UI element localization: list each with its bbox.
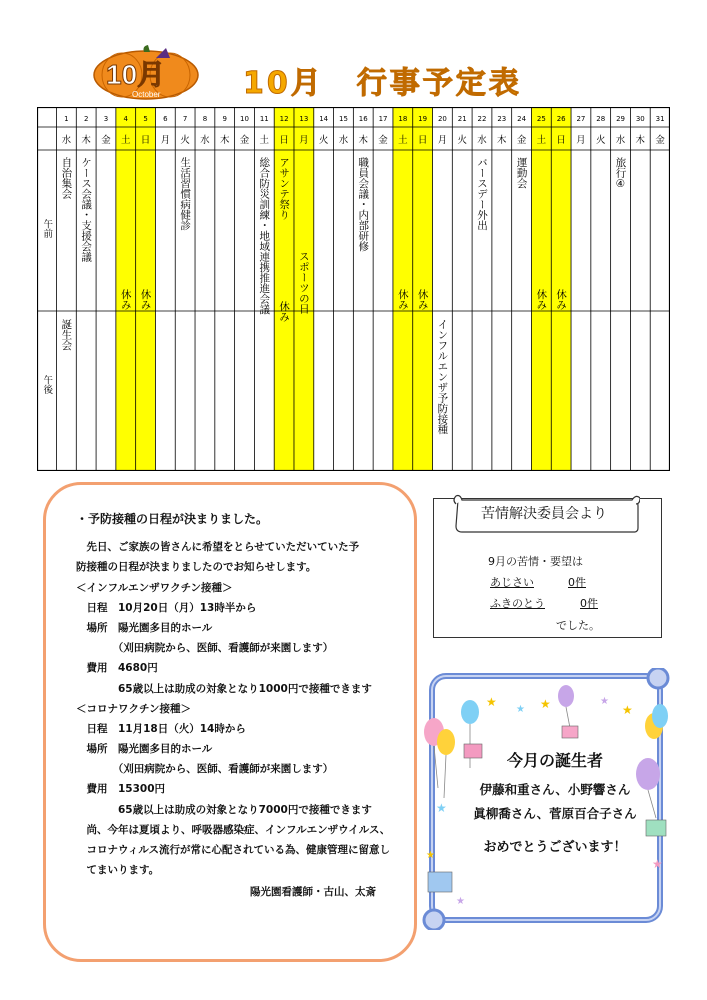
weekday: 土: [121, 135, 131, 146]
holiday-label: 休み: [139, 289, 152, 310]
day-number: 5: [143, 115, 148, 123]
notice-line: 65歳以上は助成の対象となり7000円で接種できます: [76, 803, 372, 816]
svg-text:★: ★: [436, 801, 447, 815]
svg-text:★: ★: [456, 896, 465, 907]
weekday: 木: [635, 135, 646, 146]
day-number: 10: [240, 115, 249, 123]
day-number: 16: [358, 115, 368, 123]
day-number: 22: [477, 115, 487, 123]
am-event: 自治集会: [60, 157, 73, 199]
notice-signature: 陽光園看護師・古山、太斎: [250, 886, 376, 899]
weekday: 水: [477, 135, 487, 146]
svg-text:★: ★: [622, 703, 633, 717]
day-number: 20: [437, 115, 447, 123]
svg-text:★: ★: [540, 697, 551, 711]
notice-line: 費用 4680円: [76, 662, 158, 675]
pm-label: 午後: [41, 375, 53, 394]
notice-heading: ・予防接種の日程が決まりました。: [76, 512, 269, 526]
birthday-frame: [420, 668, 672, 930]
am-event: バースデー外出: [475, 157, 488, 231]
weekday: 日: [417, 135, 428, 146]
weekday: 木: [497, 135, 507, 146]
birthday-title: 今月の誕生者: [506, 751, 603, 770]
notice-line: （刈田病院から、医師、看護師が来園します）: [76, 642, 334, 655]
complaint-closing: でした。: [556, 619, 600, 632]
weekday: 土: [259, 135, 270, 146]
svg-text:★: ★: [652, 857, 663, 871]
am-event: 生活習慣病健診: [179, 157, 192, 231]
weekday: 日: [556, 135, 566, 146]
holiday-label: 休み: [396, 289, 409, 310]
weekday: 土: [536, 135, 547, 146]
page-title: 10月 行事予定表: [243, 66, 522, 101]
am-label: 午前: [41, 219, 53, 238]
day-number: 9: [222, 115, 227, 123]
day-number: 3: [103, 115, 109, 123]
svg-text:★: ★: [516, 704, 525, 715]
day-number: 23: [497, 115, 507, 123]
month-pumpkin-badge: [92, 44, 200, 102]
am-event: 運動会: [515, 157, 528, 189]
day-number: 6: [163, 115, 168, 123]
am-event: 職員会議・内部研修: [357, 157, 370, 252]
weekday: 日: [140, 135, 151, 146]
notice-line: てまいります。: [76, 864, 160, 877]
holiday-label: 休み: [535, 289, 548, 310]
am-event: 総合防災訓練・地域連携推進会議: [258, 157, 271, 315]
svg-text:★: ★: [486, 695, 497, 709]
day-number: 13: [299, 115, 309, 123]
weekday: 木: [219, 135, 230, 146]
day-number: 1: [64, 115, 69, 123]
notice-line: コロナウィルス流行が常に心配されている為、健康管理に留意し: [76, 844, 391, 856]
day-number: 21: [457, 115, 467, 123]
day-number: 19: [418, 115, 428, 123]
notice-line: ＜コロナワクチン接種＞: [76, 702, 191, 715]
pm-event: スポーツの日: [297, 251, 310, 314]
weekday: 金: [239, 135, 250, 146]
pm-event: 誕生会: [60, 319, 73, 351]
complaint-intro: 9月の苦情・要望は: [488, 555, 583, 568]
vaccination-notice-panel: [43, 482, 417, 962]
weekday: 月: [576, 135, 586, 146]
notice-line: 場所 陽光園多目的ホール: [76, 743, 213, 756]
day-number: 4: [123, 115, 129, 123]
pm-event: インフルエンザ予防接種: [436, 319, 449, 435]
weekday: 金: [101, 135, 111, 146]
holiday-label: 休み: [555, 289, 568, 310]
notice-line: 日程 10月20日（月）13時半から: [76, 601, 257, 614]
weekday: 火: [180, 135, 190, 146]
day-number: 15: [338, 115, 348, 123]
weekday: 月: [160, 135, 171, 146]
day-number: 7: [182, 115, 188, 123]
am-event: アサンテ祭り: [278, 157, 291, 220]
notice-line: 先日、ご家族の皆さんに希望をとらせていただいていた予: [76, 541, 360, 554]
day-number: 26: [556, 115, 566, 123]
weekday: 金: [378, 135, 388, 146]
holiday-label: 休み: [278, 301, 291, 322]
weekday: 金: [516, 135, 527, 146]
weekday: 日: [279, 135, 289, 146]
weekday: 火: [457, 135, 467, 146]
weekday: 水: [615, 135, 626, 146]
birthday-message: おめでとうございます！: [483, 840, 627, 855]
complaint-row-name: あじさい: [490, 576, 534, 589]
weekday: 火: [318, 135, 329, 146]
day-number: 8: [202, 115, 208, 123]
weekday: 月: [437, 135, 448, 146]
birthday-names-line2: 眞柳喬さん、菅原百合子さん: [473, 806, 637, 821]
day-number: 12: [279, 115, 289, 123]
day-number: 18: [398, 115, 408, 123]
day-number: 17: [378, 115, 388, 123]
am-event: 旅行④: [614, 157, 627, 190]
holiday-label: 休み: [416, 289, 429, 310]
weekday: 水: [338, 135, 349, 146]
complaint-title: 苦情解決委員会より: [481, 506, 607, 522]
day-number: 24: [517, 115, 527, 123]
month-badge-sub: October: [132, 90, 161, 99]
notice-line: （刈田病院から、医師、看護師が来園します）: [76, 763, 334, 776]
notice-line: 防接種の日程が決まりましたのでお知らせします。: [76, 561, 317, 574]
notice-body: [76, 537, 416, 880]
month-badge-label: 10月: [106, 59, 166, 90]
day-number: 2: [83, 115, 89, 123]
day-number: 27: [576, 115, 586, 123]
weekday: 水: [200, 135, 210, 146]
monthly-schedule-table: [37, 107, 670, 471]
svg-text:★: ★: [426, 850, 435, 861]
weekday: 木: [81, 135, 91, 146]
svg-text:★: ★: [600, 696, 609, 707]
notice-line: 65歳以上は助成の対象となり1000円で接種できます: [76, 682, 372, 695]
weekday: 土: [398, 135, 408, 146]
day-number: 14: [319, 115, 329, 123]
notice-line: 尚、今年は夏頃より、呼吸器感染症、インフルエンザウイルス、: [76, 823, 391, 836]
complaint-row-name: ふきのとう: [490, 597, 545, 610]
birthday-names-line1: 伊藤和重さん、小野響さん: [479, 782, 631, 797]
day-number: 29: [616, 115, 625, 123]
weekday: 火: [595, 135, 606, 146]
notice-line: 場所 陽光園多目的ホール: [76, 621, 213, 634]
weekday: 水: [61, 135, 72, 146]
day-number: 30: [635, 115, 645, 123]
complaint-row-count: 0件: [568, 576, 586, 589]
notice-line: 日程 11月18日（火）14時から: [76, 722, 246, 735]
notice-line: 費用 15300円: [76, 783, 166, 796]
day-number: 11: [259, 115, 269, 123]
notice-line: ＜インフルエンザワクチン接種＞: [76, 581, 233, 594]
weekday: 木: [358, 135, 369, 146]
complaint-row-count: 0件: [580, 597, 598, 610]
day-number: 28: [596, 115, 606, 123]
day-number: 25: [536, 115, 546, 123]
day-number: 31: [655, 115, 665, 123]
weekday: 金: [655, 135, 665, 146]
weekday: 月: [299, 135, 309, 146]
holiday-label: 休み: [119, 289, 132, 310]
am-event: ケース会議・支援会議: [80, 157, 93, 262]
